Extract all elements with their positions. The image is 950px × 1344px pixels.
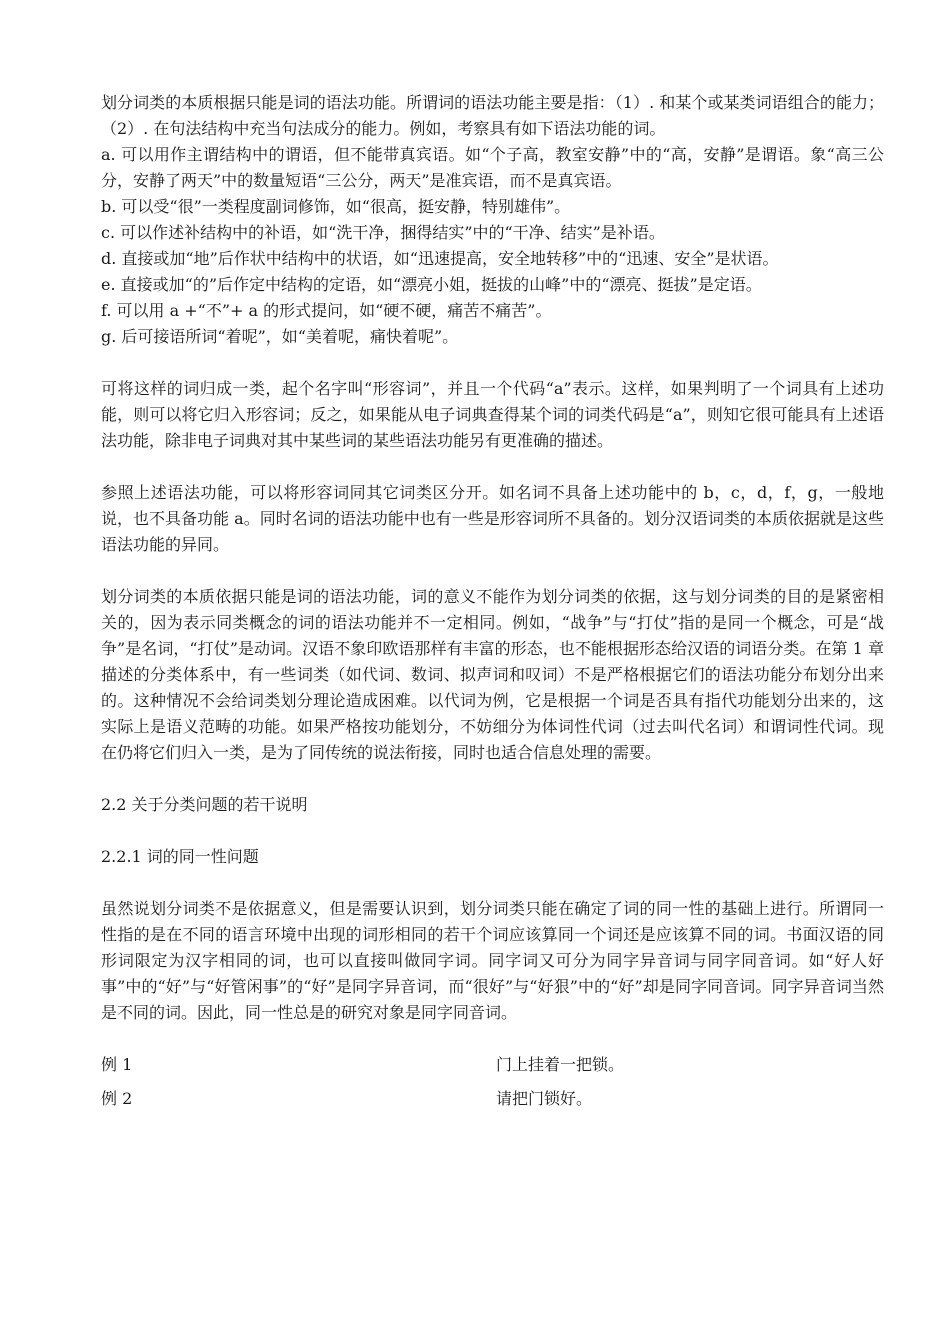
document-page [101, 90, 884, 1112]
paragraph-gap [101, 1026, 884, 1052]
feature-item-b: b. 可以受“很”一类程度副词修饰，如“很高，挺安静，特别雄伟”。 [101, 197, 571, 216]
intro-paragraph: 划分词类的本质根据只能是词的语法功能。所谓词的语法功能主要是指：（1）. 和某个或某类词语组合的能力；（2）. 在句法结构中充当句法成分的能力。例如，考察具有如下语法功能的词。 [101, 93, 884, 138]
section-heading-2-2: 2.2 关于分类问题的若干说明 [101, 795, 308, 814]
feature-item-g: g. 后可接语所词“着呢”，如“美着呢，痛快着呢”。 [101, 327, 459, 346]
feature-item-e: e. 直接或加“的”后作定中结构的定语，如“漂亮小姐，挺拔的山峰”中的“漂亮、挺拔”是定语。 [101, 275, 762, 294]
feature-item-f: f. 可以用 a +“不”+ a 的形式提问，如“硬不硬，痛苦不痛苦”。 [101, 301, 552, 320]
paragraph-gap [101, 766, 884, 792]
example-label: 例 1 [101, 1055, 133, 1074]
paragraph-gap [101, 454, 884, 480]
example-row [101, 1052, 884, 1078]
word-class-paragraph: 可将这样的词归成一类，起个名字叫“形容词”，并且一个代码“a”表示。这样，如果判明了一个词具有上述功能，则可以将它归入形容词；反之，如果能从电子词典查得某个词的词类代码是“a”，则知它很可能具有上述语法功能，除非电子词典对其中某些词的某些语法功能另有更准确的描述。 [101, 379, 884, 450]
feature-item-d: d. 直接或加“地”后作状中结构中的状语，如“迅速提高，安全地转移”中的“迅速、安全”是状语。 [101, 249, 779, 268]
example-sentence: 请把门锁好。 [496, 1089, 593, 1108]
feature-item-a: a. 可以用作主谓结构中的谓语，但不能带真宾语。如“个子高，教室安静”中的“高，安静”是谓语。象“高三公分，安静了两天”中的数量短语“三公分，两天”是准宾语，而不是真宾语。 [101, 145, 884, 190]
paragraph-gap [101, 870, 884, 896]
paragraph-gap [101, 350, 884, 376]
paragraph-gap [101, 818, 884, 844]
basis-paragraph: 划分词类的本质依据只能是词的语法功能，词的意义不能作为划分词类的依据，这与划分词类的目的是紧密相关的，因为表示同类概念的词的语法功能并不一定相同。例如，“战争”与“打仗”指的是同一个概念，可是“战争”是名词，“打仗”是动词。汉语不象印欧语那样有丰富的形态，也不能根据形态给汉语的词语分类。在第 1 章描述的分类体系中，有一些词类（如代词、数词、拟声词和叹词）不是严格根据它们的语法功能分布划分出来的。这种情况不会给词类划分理论造成困难。以代词为例，它是根据一个词是否具有指代功能划分出来的，这实际上是语义范畴的功能。如果严格按功能划分，不妨细分为体词性代词（过去叫代名词）和谓词性代词。现在仍将它们归入一类，是为了同传统的说法衔接，同时也适合信息处理的需要。 [101, 587, 884, 762]
feature-item-c: c. 可以作述补结构中的补语，如“洗干净，捆得结实”中的“干净、结实”是补语。 [101, 223, 665, 242]
paragraph-gap [101, 558, 884, 584]
example-row [101, 1086, 884, 1112]
identity-paragraph: 虽然说划分词类不是依据意义，但是需要认识到，划分词类只能在确定了词的同一性的基础上进行。所谓同一性指的是在不同的语言环境中出现的词形相同的若干个词应该算同一个词还是应该算不同的词。书面汉语的同形词限定为汉字相同的词，也可以直接叫做同字词。同字词又可分为同字异音词与同字同音词。如“好人好事”中的“好”与“好管闲事”的“好”是同字异音词，而“很好”与“好狠”中的“好”却是同字同音词。同字异音词当然是不同的词。因此，同一性总是的研究对象是同字同音词。 [101, 899, 884, 1022]
section-heading-2-2-1: 2.2.1 词的同一性问题 [101, 847, 259, 866]
example-label: 例 2 [101, 1089, 133, 1108]
comparison-paragraph: 参照上述语法功能，可以将形容词同其它词类区分开。如名词不具备上述功能中的 b，c，d，f，g，一般地说，也不具备功能 a。同时名词的语法功能中也有一些是形容词所不具备的。划分汉语词类的本质依据就是这些语法功能的异同。 [101, 483, 884, 554]
example-sentence: 门上挂着一把锁。 [496, 1055, 625, 1074]
